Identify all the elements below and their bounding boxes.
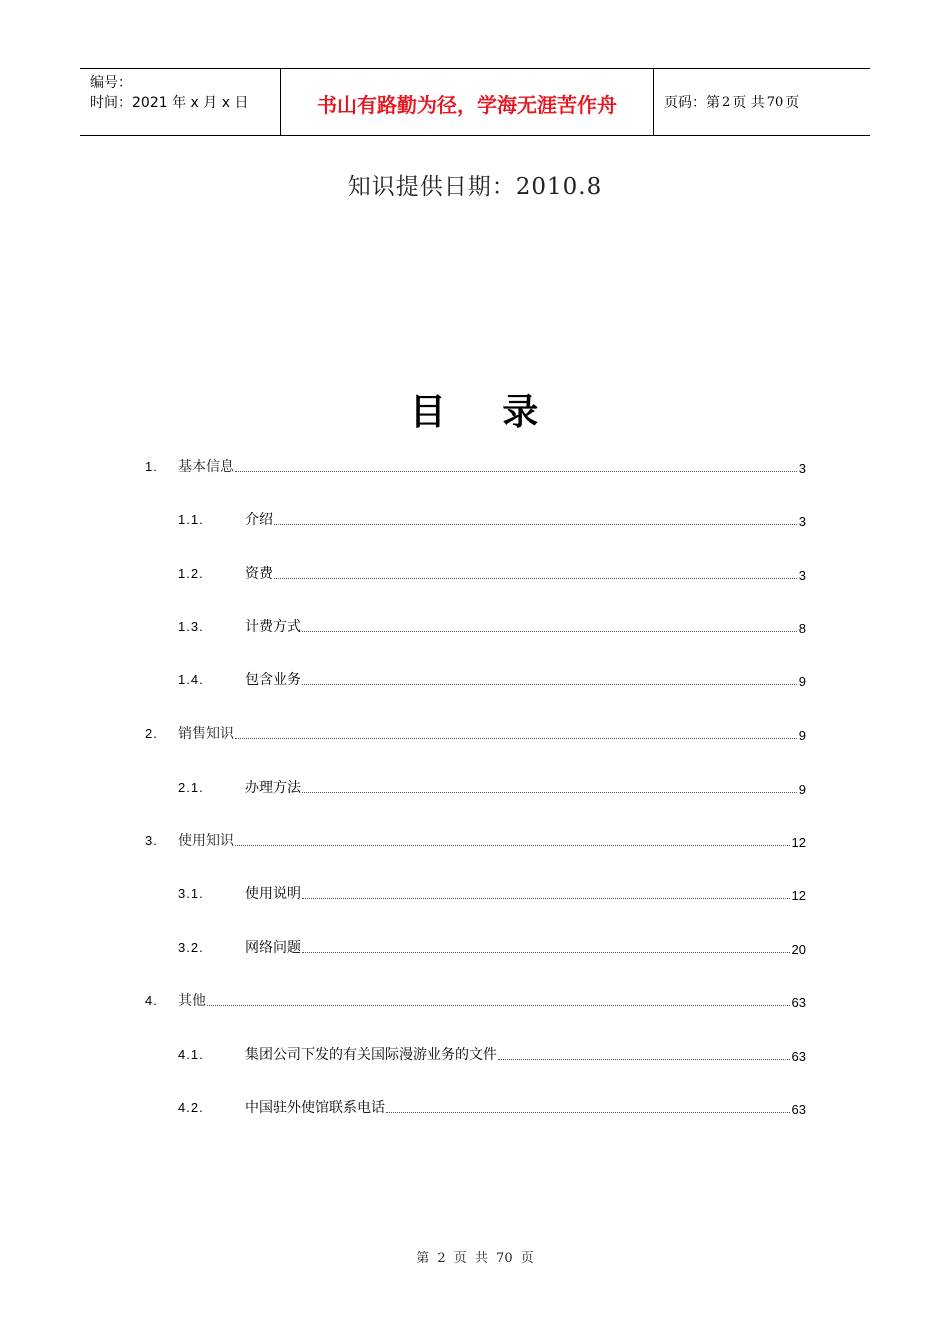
page-total: 70 [766, 94, 784, 110]
toc-entry-number: 1.2. [178, 566, 204, 581]
toc-entry-label: 使用知识 [178, 833, 234, 849]
toc-leader-dots [274, 577, 797, 579]
toc-entry-label: 资费 [245, 566, 273, 582]
toc-entry-number: 3. [145, 833, 158, 848]
toc-entry-page: 63 [791, 1049, 806, 1064]
toc-leader-dots [302, 630, 797, 632]
page-mid: 页 共 [732, 95, 765, 111]
toc-entry-number: 4.1. [178, 1047, 204, 1062]
toc-leader-dots [235, 844, 790, 846]
toc-entry-page: 9 [798, 782, 806, 797]
toc-entry-number: 4.2. [178, 1100, 204, 1115]
toc-entry-page: 8 [798, 621, 806, 636]
page-footer: 第 2 页 共 70 页 [416, 1251, 534, 1266]
toc-entry[interactable] [178, 882, 806, 904]
toc-entry-number: 1. [145, 459, 158, 474]
toc-entry-page: 9 [798, 728, 806, 743]
toc-entry[interactable] [178, 936, 806, 958]
toc-entry-number: 1.3. [178, 619, 204, 634]
toc-entry-number: 3.2. [178, 940, 204, 955]
toc-entry[interactable] [178, 668, 806, 690]
toc-entry-label: 介绍 [245, 512, 273, 528]
toc-entry-label: 基本信息 [178, 459, 234, 475]
toc-leader-dots [302, 791, 797, 793]
toc-entry[interactable] [178, 615, 806, 637]
toc-entry[interactable] [145, 989, 806, 1011]
toc-entry-page: 9 [798, 674, 806, 689]
page-prefix: 页码：第 [664, 95, 720, 111]
toc-entry[interactable] [145, 455, 806, 477]
toc-leader-dots [302, 683, 797, 685]
toc-leader-dots [235, 470, 797, 472]
toc-entry-page: 63 [791, 995, 806, 1010]
toc-entry-label: 集团公司下发的有关国际漫游业务的文件 [245, 1047, 497, 1063]
toc-leader-dots [235, 737, 797, 739]
toc-leader-dots [302, 951, 790, 953]
number-label: 编号： [90, 75, 132, 91]
toc-entry-page: 3 [798, 461, 806, 476]
toc-entry[interactable] [145, 829, 806, 851]
toc-entry-label: 使用说明 [245, 886, 301, 902]
toc-entry[interactable] [178, 776, 806, 798]
toc-entry-number: 2. [145, 726, 158, 741]
toc-leader-dots [207, 1004, 790, 1006]
toc-leader-dots [274, 523, 797, 525]
knowledge-date: 知识提供日期：2010.8 [347, 174, 603, 200]
toc-entry-page: 3 [798, 568, 806, 583]
toc-entry-page: 12 [791, 835, 806, 850]
toc-entry[interactable] [178, 508, 806, 530]
toc-entry-number: 1.1. [178, 512, 204, 527]
toc-entry[interactable] [178, 1043, 806, 1065]
toc-entry-page: 12 [791, 888, 806, 903]
page-current: 2 [722, 94, 731, 110]
toc-entry-page: 20 [791, 942, 806, 957]
toc-entry-label: 办理方法 [245, 780, 301, 796]
toc-entry-number: 4. [145, 993, 158, 1008]
toc-entry-label: 包含业务 [245, 672, 301, 688]
toc-entry-label: 网络问题 [245, 940, 301, 956]
motto-text: 书山有路勤为径，学海无涯苦作舟 [317, 92, 617, 117]
toc-entry-label: 中国驻外使馆联系电话 [245, 1100, 385, 1116]
toc-entry[interactable] [178, 1096, 806, 1118]
toc-entry-page: 63 [791, 1102, 806, 1117]
toc-leader-dots [498, 1058, 790, 1060]
toc-entry[interactable] [145, 722, 806, 744]
toc-entry-label: 其他 [178, 993, 206, 1009]
header-page-cell [654, 69, 870, 135]
toc-leader-dots [386, 1111, 790, 1113]
toc-entry-number: 1.4. [178, 672, 204, 687]
page-header [80, 68, 870, 136]
header-meta-cell [80, 69, 281, 135]
toc-entry-label: 计费方式 [245, 619, 301, 635]
toc-entry-number: 3.1. [178, 886, 204, 901]
toc-title: 目 录 [409, 392, 561, 433]
time-label: 时间：2021 年 x 月 x 日 [90, 95, 249, 111]
toc-entry-number: 2.1. [178, 780, 204, 795]
toc-entry-label: 销售知识 [178, 726, 234, 742]
header-motto-cell [281, 69, 654, 135]
toc-entry-page: 3 [798, 514, 806, 529]
page-suffix: 页 [785, 95, 800, 111]
toc-leader-dots [302, 897, 790, 899]
toc-entry[interactable] [178, 562, 806, 584]
